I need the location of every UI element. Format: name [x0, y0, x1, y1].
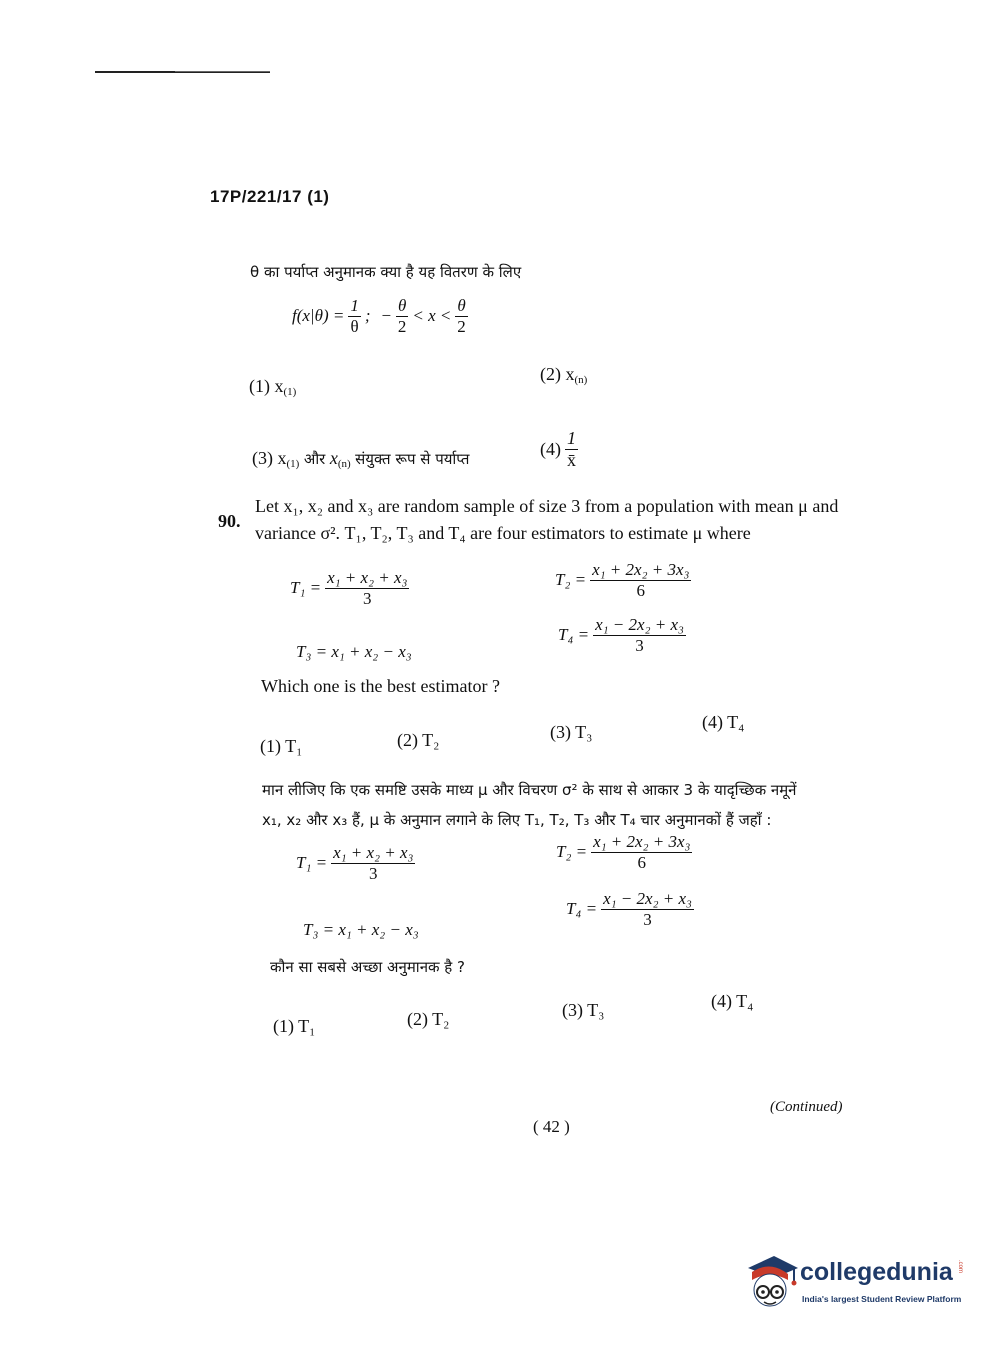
q90-number: 90. [218, 511, 241, 531]
q90-hi-option-1: (1) T₁ [273, 1016, 316, 1036]
q90-hi-T2: T₂ = $\frac{\text{x₁ + 2x₂ + 3x₃}}{6}$ [556, 832, 691, 872]
q90-hindi-line1: मान लीजिए कि एक समष्टि उसके माध्य μ और विचरण σ² के साथ से आकार 3 के यादृच्छिक नमूनें [262, 781, 797, 799]
q90-option-2: (2) T₂ [397, 730, 440, 750]
q89-option-1: (1) $x_{(1)}$ [249, 376, 297, 398]
q90-T3: T₃ = x₁ + x₂ − x₃ [296, 642, 412, 661]
formula-frac-2: $\frac{\theta}{2}$ [397, 296, 407, 336]
mascot-icon [742, 1250, 800, 1314]
formula-frac-3: $\frac{\theta}{2}$ [457, 296, 466, 336]
q89-hindi-question: θ का पर्याप्त अनुमानक क्या है यह वितरण के लिए [250, 263, 522, 281]
q90-text-line2: variance σ². T₁, T₂, T₃ and T₄ are four estimators to estimate μ where [255, 523, 751, 543]
paper-code: 17P/221/17 (1) [210, 187, 330, 206]
q90-option-1: (1) T₁ [260, 736, 303, 756]
q90-hi-option-2: (2) T₂ [407, 1009, 450, 1029]
q89-option-2: (2) $x_{(n)}$ [540, 364, 588, 386]
q90-question: Which one is the best estimator ? [261, 676, 500, 696]
q90-option-3: (3) T₃ [550, 722, 593, 742]
q89-option-3: (3) $x_{(1)}$ और $x_{(n)}$ संयुक्त रूप से पर्याप्त [252, 448, 470, 470]
collegedunia-logo [742, 1250, 972, 1314]
formula-lhs: f(x|θ) = [292, 306, 345, 326]
q90-option-4: (4) T₄ [702, 712, 745, 732]
continued-label: (Continued) [770, 1099, 843, 1115]
q90-T2: T₂ = $\frac{\text{x₁ + 2x₂ + 3x₃}}{6}$ [555, 560, 690, 600]
brand-name: collegedunia [800, 1258, 953, 1286]
page-number: ( 42 ) [533, 1117, 570, 1136]
q89-formula: f(x|θ) = $\frac{1}{\theta}$ ; − $\frac{\theta}{2}$ < x < $\frac{\theta}{2}$ [292, 296, 466, 336]
q90-hi-option-3: (3) T₃ [562, 1000, 605, 1020]
q90-hindi-line2: x₁, x₂ और x₃ हैं, μ के अनुमान लगाने के लिए T₁, T₂, T₃ और T₄ चार अनुमानकों हैं जहाँ : [262, 811, 772, 829]
top-rule-thin [175, 71, 270, 72]
brand-tagline: India's largest Student Review Platform [802, 1294, 962, 1304]
q89-option-4: (4) $\frac{1}{x̄}$ [540, 428, 576, 470]
formula-frac-1: $\frac{1}{\theta}$ [350, 296, 359, 336]
q90-hi-T4: T₄ = $\frac{\text{x₁ − 2x₂ + x₃}}{3}$ [566, 889, 692, 929]
q90-hi-option-4: (4) T₄ [711, 991, 754, 1011]
q90-hindi-question: कौन सा सबसे अच्छा अनुमानक है ? [270, 958, 466, 976]
q90-hi-T1: T₁ = $\frac{\text{x₁ + x₂ + x₃}}{3}$ [296, 843, 414, 883]
q90-hi-T3: T₃ = x₁ + x₂ − x₃ [303, 920, 419, 939]
q90-text-line1: Let x₁, x₂ and x₃ are random sample of size 3 from a population with mean μ and [255, 496, 839, 516]
q90-T4: T₄ = $\frac{\text{x₁ − 2x₂ + x₃}}{3}$ [558, 615, 684, 655]
brand-domain: .com [957, 1260, 963, 1274]
q90-T1: T₁ = $\frac{\text{x₁ + x₂ + x₃}}{3}$ [290, 568, 408, 608]
